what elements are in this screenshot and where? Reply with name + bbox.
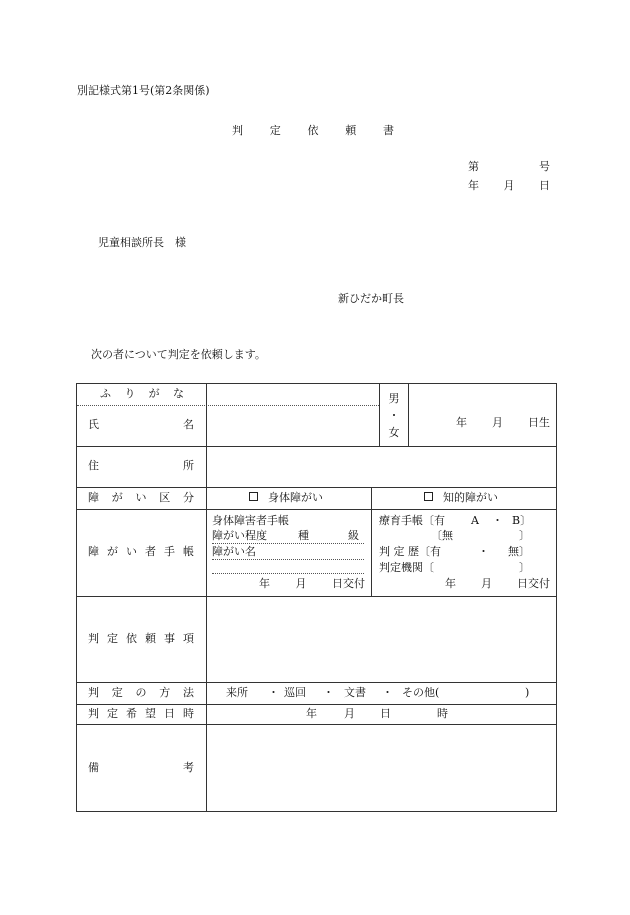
label-char: 事 (164, 632, 175, 645)
physical-issue-date (259, 577, 365, 591)
label-char: 氏 (88, 418, 99, 431)
hour-label: 時 (437, 707, 448, 720)
checkbox-icon[interactable] (249, 492, 258, 501)
ryoiku-line-4 (379, 561, 530, 575)
physical-handbook-title: 身体障害者手帳 (212, 514, 289, 527)
disability-category-label (88, 491, 194, 505)
label-char: が (107, 545, 118, 558)
furigana-label (100, 387, 184, 401)
label-char: い (135, 491, 147, 504)
method-visit[interactable]: 来所 (226, 686, 248, 699)
separator: ・ (492, 514, 503, 527)
sender: 新ひだか町長 (338, 292, 404, 305)
grade-b[interactable]: B〕 (512, 514, 532, 527)
sex-separator: ・ (388, 409, 400, 422)
label-char: 帳 (183, 545, 194, 558)
paren-close: ) (525, 686, 530, 699)
intellectual-disability-option[interactable] (424, 491, 498, 505)
addressee: 児童相談所長 様 (98, 236, 186, 249)
degree-label: 障がい程度 (212, 529, 267, 542)
label-char: 望 (145, 707, 156, 720)
birth-date (456, 416, 550, 430)
year-label: 年 (456, 416, 467, 429)
label-char: 日 (164, 707, 175, 720)
handbook-label (88, 545, 194, 559)
method-other[interactable]: その他( (402, 686, 440, 699)
intellectual-option-label: 知的障がい (443, 491, 498, 504)
address-field[interactable] (207, 448, 555, 486)
label-char: 項 (183, 632, 194, 645)
physical-option-label: 身体障がい (268, 491, 323, 504)
day-label: 日 (380, 707, 391, 720)
year-label: 年 (468, 179, 479, 192)
number-suffix: 号 (539, 160, 550, 173)
label-char: 時 (183, 707, 194, 720)
document-date (468, 179, 550, 193)
month-label: 月 (344, 707, 355, 720)
form-number: 別記様式第1号(第2条関係) (77, 84, 210, 97)
label-char: 者 (145, 545, 156, 558)
label-char: の (135, 686, 147, 699)
label-char: 判 (88, 632, 99, 645)
label-char: 定 (107, 632, 118, 645)
row-line (77, 724, 556, 725)
checkbox-icon[interactable] (424, 492, 433, 501)
label-char: 定 (111, 686, 123, 699)
separator: ・ (382, 686, 393, 699)
method-label (88, 686, 194, 700)
row-line (77, 596, 556, 597)
remarks-field[interactable] (207, 726, 555, 811)
label-char: が (148, 387, 160, 400)
intro-text: 次の者について判定を依頼します。 (91, 348, 266, 361)
separator: ・ (478, 545, 489, 558)
dotted-line (212, 559, 364, 560)
desired-date[interactable] (306, 707, 456, 721)
label-char: 判 (88, 707, 99, 720)
ryoiku-yes[interactable]: 療育手帳〔有 (379, 514, 445, 527)
label-char: 区 (159, 491, 171, 504)
month-label: 月 (481, 577, 492, 590)
method-tour[interactable]: 巡回 (284, 686, 306, 699)
name-label (88, 418, 194, 432)
address-label (88, 459, 194, 473)
day-label: 日交付 (517, 577, 550, 590)
history-no[interactable]: 無〕 (508, 545, 530, 558)
remarks-label (88, 761, 194, 775)
month-label: 月 (503, 179, 515, 192)
title-char: 書 (383, 124, 394, 137)
label-char: 備 (88, 761, 99, 774)
handbook-split-line (371, 487, 372, 596)
label-char: 分 (183, 491, 194, 504)
label-char: 障 (88, 545, 99, 558)
disability-name-label: 障がい名 (212, 545, 256, 558)
label-char: 住 (88, 459, 99, 472)
method-options (226, 686, 536, 700)
request-items-field[interactable] (207, 598, 555, 681)
day-label: 日 (539, 179, 550, 192)
label-char: い (126, 545, 137, 558)
label-char: ふ (100, 387, 111, 400)
label-char: 考 (183, 761, 194, 774)
row-line (77, 487, 556, 488)
label-char: が (111, 491, 123, 504)
label-char: 所 (183, 459, 194, 472)
label-char: 方 (159, 686, 171, 699)
label-char: 定 (107, 707, 118, 720)
row-line (77, 682, 556, 683)
desired-date-label (88, 707, 194, 721)
month-label: 月 (295, 577, 307, 590)
judgment-agency[interactable]: 判定機関〔 (379, 561, 434, 574)
label-char: 手 (164, 545, 175, 558)
bracket-close: 〕 (519, 561, 530, 574)
row-line (77, 509, 556, 510)
document-title (232, 124, 394, 138)
dotted-line (212, 543, 364, 544)
title-char: 定 (269, 124, 281, 137)
label-char: な (172, 387, 184, 400)
day-label: 日交付 (332, 577, 365, 590)
ryoiku-issue-date (445, 577, 550, 591)
dotted-line (212, 573, 364, 574)
female-option[interactable]: 女 (388, 426, 400, 439)
label-char: り (124, 387, 136, 400)
furigana-field[interactable] (207, 385, 378, 404)
month-label: 月 (492, 416, 503, 429)
title-char: 判 (232, 124, 243, 137)
male-option[interactable]: 男 (388, 392, 400, 405)
row-line (77, 704, 556, 705)
label-char: 依 (126, 632, 137, 645)
request-items-label (88, 632, 194, 646)
label-char: 希 (126, 707, 137, 720)
separator: ・ (323, 686, 334, 699)
title-char: 頼 (345, 124, 357, 137)
year-label: 年 (445, 577, 456, 590)
row-line (77, 446, 556, 447)
grade-label: 級 (348, 529, 359, 542)
document-number (468, 160, 550, 174)
label-char: 頼 (145, 632, 156, 645)
title-char: 依 (307, 124, 319, 137)
furigana-divider (77, 405, 379, 406)
grade-a[interactable]: A (471, 514, 479, 527)
sex-options (380, 390, 408, 441)
physical-disability-option[interactable] (249, 491, 323, 505)
ryoiku-no[interactable]: 〔無 (431, 529, 453, 542)
type-label: 種 (298, 529, 309, 542)
day-label: 日生 (528, 416, 550, 429)
label-char: 判 (88, 686, 99, 699)
separator: ・ (268, 686, 279, 699)
label-char: 法 (183, 686, 194, 699)
disability-degree-line (212, 529, 364, 543)
number-prefix: 第 (468, 160, 479, 173)
ryoiku-line-1 (379, 514, 532, 528)
method-document[interactable]: 文書 (344, 686, 366, 699)
ryoiku-line-3 (379, 545, 530, 559)
name-field[interactable] (207, 407, 378, 445)
sex-column-right (408, 384, 409, 446)
year-label: 年 (259, 577, 270, 590)
label-char: 障 (88, 491, 99, 504)
judgment-history[interactable]: 判 定 歴〔有 (379, 545, 441, 558)
label-char: 名 (183, 418, 194, 431)
year-label: 年 (306, 707, 317, 720)
bracket-close: 〕 (519, 529, 530, 542)
